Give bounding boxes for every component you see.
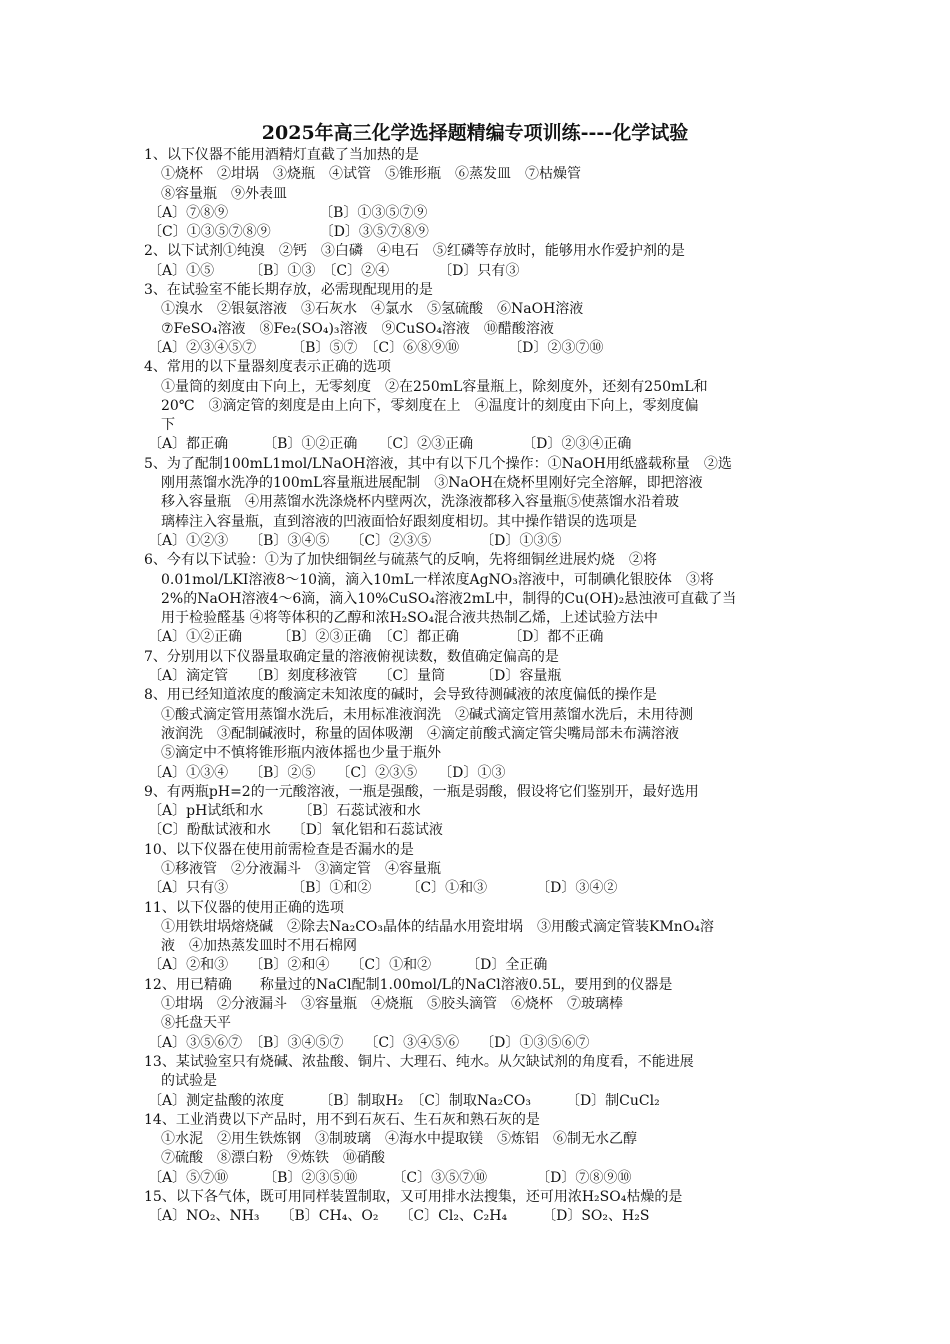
text-line: 〔A〕只有③ 〔B〕①和② 〔C〕①和③ 〔D〕③④② <box>148 880 618 897</box>
text-line: 〔A〕②和③ 〔B〕②和④ 〔C〕①和② 〔D〕全正确 <box>148 957 548 974</box>
text-line: 12、用已精确 称量过的NaCl配制1.00mol/L的NaCl溶液0.5L，要用到的仪器是 <box>144 976 673 993</box>
text-line: 10、以下仪器在使用前需检查是否漏水的是 <box>144 841 414 858</box>
text-line: ①用铁坩埚熔烧碱 ②除去Na₂CO₃晶体的结晶水用瓷坩埚 ③用酸式滴定管装KMnO₄溶 <box>161 918 714 935</box>
text-line: 2%的NaOH溶液4～6滴，滴入10%CuSO₄溶液2mL中，制得的Cu(OH)₂悬浊液可直截了当 <box>161 590 737 607</box>
text-line: 6、今有以下试验：①为了加快细铜丝与硫蒸气的反响，先将细铜丝进展灼烧 ②将 <box>144 552 657 569</box>
text-line: 移入容量瓶 ④用蒸馏水洗涤烧杯内壁两次，洗涤液都移入容量瓶⑤使蒸馏水沿着玻 <box>161 494 679 511</box>
document-title: 2025年高三化学选择题精编专项训练----化学试验 <box>261 122 689 144</box>
text-line: 〔A〕③⑤⑥⑦ 〔B〕③④⑤⑦ 〔C〕③④⑤⑥ 〔D〕①③⑤⑥⑦ <box>148 1034 590 1051</box>
text-line: ⑤滴定中不慎将锥形瓶内液体摇也少量于瓶外 <box>161 745 441 762</box>
text-line: 〔C〕酚酞试液和水 〔D〕氧化铝和石蕊试液 <box>148 822 443 839</box>
question-list <box>144 146 824 1227</box>
text-line: 液润洗 ③配制碱液时，称量的固体吸潮 ④滴定前酸式滴定管尖嘴局部未布满溶液 <box>161 725 679 742</box>
text-line: 2、以下试剂①纯溴 ②钙 ③白磷 ④电石 ⑤红磷等存放时，能够用水作爱护剂的是 <box>144 243 685 260</box>
text-line: 13、某试验室只有烧碱、浓盐酸、铜片、大理石、纯水。从欠缺试剂的角度看，不能进展 <box>144 1053 694 1070</box>
text-line: 〔A〕滴定管 〔B〕刻度移液管 〔C〕量筒 〔D〕容量瓶 <box>148 668 562 685</box>
text-line: ⑧容量瓶 ⑨外表皿 <box>161 185 287 202</box>
text-line: 〔A〕都正确 〔B〕①②正确 〔C〕②③正确 〔D〕②③④正确 <box>148 436 632 453</box>
text-line: 〔A〕②③④⑤⑦ 〔B〕⑤⑦ 〔C〕⑥⑧⑨⑩ 〔D〕②③⑦⑩ <box>148 339 604 356</box>
text-line: 〔A〕①②正确 〔B〕②③正确 〔C〕都正确 〔D〕都不正确 <box>148 629 604 646</box>
text-line: 〔A〕测定盐酸的浓度 〔B〕制取H₂ 〔C〕制取Na₂CO₃ 〔D〕制CuCl₂ <box>148 1092 660 1109</box>
text-line: 4、常用的以下量器刻度表示正确的选项 <box>144 359 391 376</box>
text-line: 用于检验醛基 ④将等体积的乙醇和浓H₂SO₄混合液共热制乙烯，上述试验方法中 <box>161 610 658 627</box>
text-line: ①移液管 ②分液漏斗 ③滴定管 ④容量瓶 <box>161 860 441 877</box>
text-line: 刚用蒸馏水洗净的100mL容量瓶进展配制 ③NaOH在烧杯里刚好完全溶解，即把溶液 <box>161 475 703 492</box>
text-line: 20℃ ③滴定管的刻度是由上向下，零刻度在上 ④温度计的刻度由下向上，零刻度偏 <box>161 397 699 414</box>
text-line: ①水泥 ②用生铁炼钢 ③制玻璃 ④海水中提取镁 ⑤炼铝 ⑥制无水乙醇 <box>161 1131 637 1148</box>
text-line: 的试验是 <box>161 1073 217 1090</box>
text-line: ⑧托盘天平 <box>161 1015 231 1032</box>
text-line: 〔A〕①⑤ 〔B〕①③ 〔C〕②④ 〔D〕只有③ <box>148 262 520 279</box>
text-line: 〔A〕⑦⑧⑨ 〔B〕①③⑤⑦⑨ <box>148 204 428 221</box>
text-line: ①烧杯 ②坩埚 ③烧瓶 ④试管 ⑤锥形瓶 ⑥蒸发皿 ⑦枯燥管 <box>161 166 581 183</box>
text-line: ⑦FeSO₄溶液 ⑧Fe₂(SO₄)₃溶液 ⑨CuSO₄溶液 ⑩醋酸溶液 <box>161 320 554 337</box>
text-line: 8、用已经知道浓度的酸滴定未知浓度的碱时，会导致待测碱液的浓度偏低的操作是 <box>144 687 657 704</box>
text-line: 〔C〕①③⑤⑦⑧⑨ 〔D〕③⑤⑦⑧⑨ <box>148 224 429 241</box>
text-line: 〔A〕①③④ 〔B〕②⑤ 〔C〕②③⑤ 〔D〕①③ <box>148 764 506 781</box>
text-line: 11、以下仪器的使用正确的选项 <box>144 899 344 916</box>
text-line: 液 ④加热蒸发皿时不用石棉网 <box>161 938 357 955</box>
text-line: ⑦硫酸 ⑧漂白粉 ⑨炼铁 ⑩硝酸 <box>161 1150 385 1167</box>
text-line: 璃棒注入容量瓶，直到溶液的凹液面恰好跟刻度相切。其中操作错误的选项是 <box>161 513 637 530</box>
text-line: ①酸式滴定管用蒸馏水洗后，未用标准液润洗 ②碱式滴定管用蒸馏水洗后，未用待测 <box>161 706 693 723</box>
text-line: 1、以下仪器不能用酒精灯直截了当加热的是 <box>144 147 419 163</box>
text-line: 〔A〕⑤⑦⑩ 〔B〕②③⑤⑩ 〔C〕③⑤⑦⑩ 〔D〕⑦⑧⑨⑩ <box>148 1169 632 1186</box>
text-line: 14、工业消费以下产品时，用不到石灰石、生石灰和熟石灰的是 <box>144 1111 540 1128</box>
text-line: ①坩埚 ②分液漏斗 ③容量瓶 ④烧瓶 ⑤胶头滴管 ⑥烧杯 ⑦玻璃棒 <box>161 996 623 1013</box>
text-line: 3、在试验室不能长期存放，必需现配现用的是 <box>144 282 433 299</box>
text-line: 〔A〕①②③ 〔B〕③④⑤ 〔C〕②③⑤ 〔D〕①③⑤ <box>148 532 562 549</box>
text-line: 15、以下各气体，既可用同样装置制取，又可用排水法搜集，还可用浓H₂SO₄枯燥的是 <box>144 1189 683 1206</box>
text-line: 0.01mol/LKI溶液8～10滴，滴入10mL一样浓度AgNO₃溶液中，可制碘化银胶体 ③将 <box>161 571 714 588</box>
text-line: ①溴水 ②银氨溶液 ③石灰水 ④氯水 ⑤氢硫酸 ⑥NaOH溶液 <box>161 301 584 318</box>
text-line: 9、有两瓶pH=2的一元酸溶液，一瓶是强酸，一瓶是弱酸，假设将它们鉴别开，最好选用 <box>144 783 699 800</box>
text-line: 7、分别用以下仪器量取确定量的溶液俯视读数，数值确定偏高的是 <box>144 648 559 665</box>
text-line: ①量筒的刻度由下向上，无零刻度 ②在250mL容量瓶上，除刻度外，还刻有250mL和 <box>161 378 708 395</box>
text-line: 〔A〕pH试纸和水 〔B〕石蕊试液和水 <box>148 803 421 820</box>
text-line: 下 <box>161 417 175 434</box>
text-line: 5、为了配制100mL1mol/LNaOH溶液，其中有以下几个操作：①NaOH用纸盛载称量 ②选 <box>144 455 732 472</box>
text-line: 〔A〕NO₂、NH₃ 〔B〕CH₄、O₂ 〔C〕Cl₂、C₂H₄ 〔D〕SO₂、H₂S <box>148 1208 650 1225</box>
